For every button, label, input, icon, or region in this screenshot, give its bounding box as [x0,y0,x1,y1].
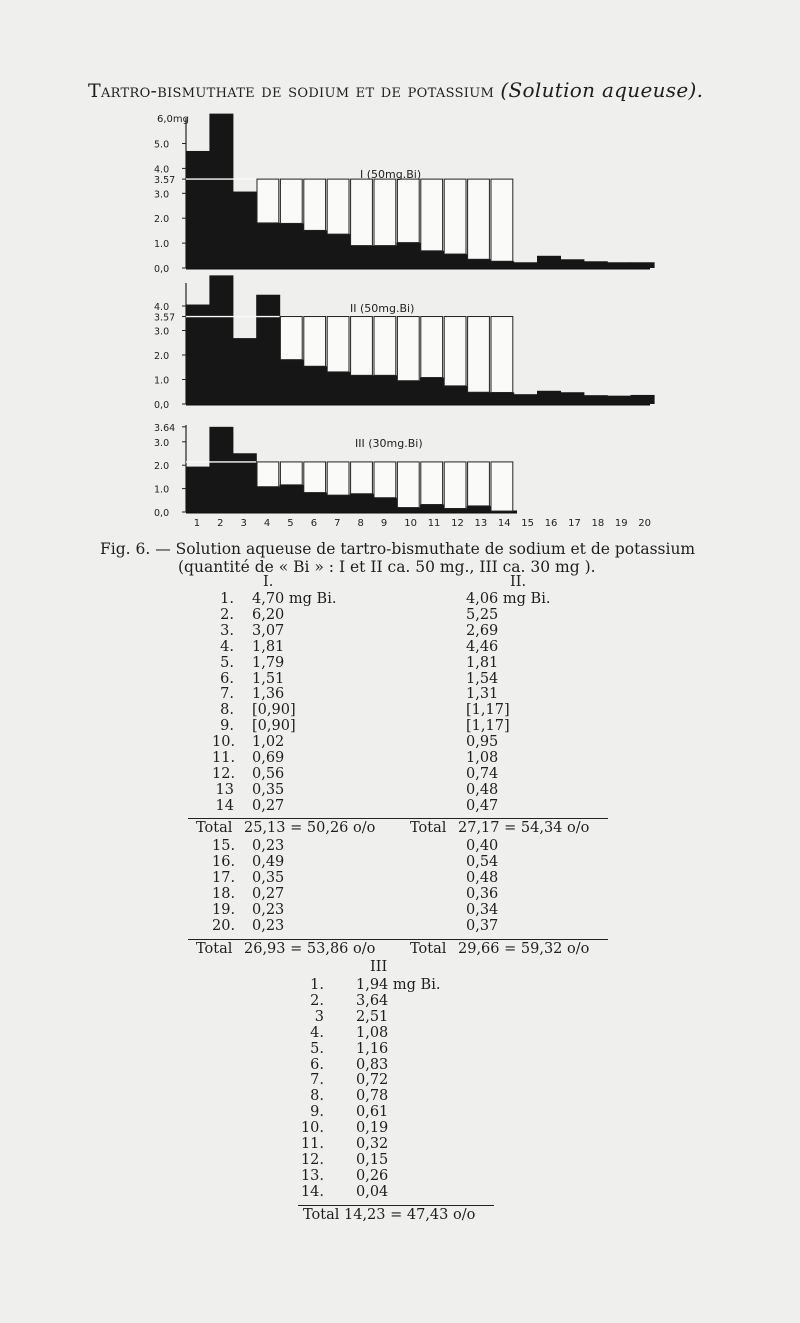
x-tick-label: 3 [240,518,247,529]
value-I: 4,70 mg Bi. [252,591,337,607]
panel-II-bar-15 [514,394,538,404]
panel-I-bar-3 [233,192,257,268]
value-III: 0,61 [356,1104,389,1121]
panel-III-title: III (30mg.Bi) [355,437,423,450]
row-number: 2. [310,992,324,1009]
value-II: [1,17] [466,702,510,719]
value-I: 0,23 [252,838,285,854]
x-tick-label: 5 [287,518,294,529]
row-number: 6. [220,670,234,687]
row-number: 1. [220,591,234,607]
row-number: 14. [300,1183,324,1200]
value-II: 1,81 [466,654,499,671]
panel-III-reference-cell-12 [444,462,466,509]
panel-I-reference-cell-12 [444,179,466,254]
panel-II-bar-1 [186,305,210,404]
panel-III-y-tick-label: 3.64 [154,422,176,434]
row-number: 13. [300,1167,324,1184]
row-number: 1. [310,977,324,993]
row-number: 14 [215,797,234,814]
panel-II-bar-19 [607,396,631,404]
panel-I-reference-cell-5 [280,179,302,223]
panel-I-bar-18 [584,261,608,268]
x-tick-label: 10 [404,518,418,529]
row-number: 10. [212,734,236,751]
value-II: 1,08 [466,750,499,766]
panel-II-reference-cell-7 [327,317,349,372]
panel-II-reference-cell-11 [421,317,443,378]
total-III: Total 14,23 = 47,43 o/o [303,1207,476,1223]
panel-III-reference-cell-6 [304,462,326,493]
x-tick-label: 1 [193,518,201,529]
value-I: 0,35 [252,869,285,886]
row-number: 5. [310,1040,324,1057]
panel-II-y-tick-label: 2.0 [154,351,170,362]
value-III: 0,32 [356,1136,389,1152]
panel-III-reference-cell-14 [491,462,513,511]
row-number: 13 [215,781,234,798]
panel-III-reference-cell-11 [421,462,443,505]
value-III: 2,51 [356,1008,389,1025]
value-I: 3,07 [252,622,285,639]
panel-III-reference-cell-13 [468,462,490,506]
panel-II-bar-11 [420,378,444,404]
value-III: 1,16 [356,1040,389,1057]
value-II: 2,69 [466,622,499,639]
panel-I-y-unit-label: 6,0mg [157,114,189,125]
value-II: 0,34 [466,901,499,918]
panel-II-bar-8 [350,375,374,404]
panel-III-reference-cell-10 [397,462,419,508]
panel-II-bar-12 [443,386,467,404]
panel-I-reference-cell-14 [491,179,513,261]
panel-I-y-tick-label: 4.0 [154,164,170,176]
panel-II-bar-17 [560,392,584,404]
panel-I-reference-cell-13 [468,179,490,259]
panel-II-y-tick-label: 1.0 [154,375,170,387]
panel-I-reference-cell-11 [421,179,443,251]
value-II: 1,31 [466,686,499,703]
value-II: 0,36 [466,885,499,902]
value-I: [0,90] [252,702,296,719]
row-number: 6. [310,1056,324,1073]
value-II: 0,48 [466,869,499,886]
panel-II-reference-cell-8 [351,317,373,376]
panel-I-bar-20 [631,262,655,268]
x-tick-label: 13 [474,518,488,529]
caption-line-1: Fig. 6. — Solution aqueuse de tartro-bismuthate de sodium et de potassium [100,540,696,558]
row-number: 9. [220,718,234,735]
value-I: 0,27 [252,797,285,814]
value-I: [0,90] [252,718,296,735]
panel-I-bar-9 [373,246,397,268]
value-I: 0,69 [252,750,285,766]
panel-III-y-tick-label: 2.0 [154,461,170,473]
panel-I-y-tick-label: 0,0 [154,264,170,275]
value-I: 0,49 [252,853,285,870]
panel-III-bar-9 [373,498,397,512]
panel-I-bar-15 [514,262,538,268]
value-II: 4,06 mg Bi. [466,591,551,607]
panel-III-bar-13 [467,506,491,512]
row-number: 15. [212,838,236,854]
panel-II-bar-13 [467,392,491,404]
panel-II-bar-18 [584,395,608,404]
panel-I-reference-cell-9 [374,179,396,245]
figure-caption [100,540,740,576]
x-tick-label: 16 [544,518,558,529]
value-I: 6,20 [252,606,285,623]
panel-III-bar-4 [256,487,280,512]
total-rule-1 [188,818,608,819]
panel-III-y-tick-label: 3.0 [154,437,170,449]
panel-I-y-tick-label: 1.0 [154,239,170,251]
row-number: 3. [220,622,234,639]
panel-II-bar-7 [326,372,350,404]
total-label: Total [410,941,447,957]
panel-I-y-tick-label: 5.0 [154,139,170,151]
column-head-I: I. [263,574,274,590]
value-I: 0,35 [252,781,285,798]
row-number: 8. [220,702,234,719]
value-III: 0,83 [356,1056,389,1073]
panel-III-reference-cell-8 [351,462,373,494]
panel-I-reference-cell-7 [327,179,349,234]
panel-III-y-tick-label: 1.0 [154,484,170,496]
value-II: 0,95 [466,734,499,751]
row-number: 18. [212,885,236,902]
x-tick-label: 12 [451,518,464,529]
value-I: 1,36 [252,686,285,703]
column-head-III: III [370,959,388,975]
panel-I-bar-16 [537,256,561,268]
x-tick-label: 9 [380,518,388,529]
panel-I-reference-cell-10 [397,179,419,242]
value-I: 1,81 [252,638,285,655]
value-II: 1,54 [466,670,499,687]
row-number: 4. [310,1024,324,1041]
panel-I-reference-cell-8 [351,179,373,245]
panel-II-bar-2 [209,275,233,404]
value-II: 0,74 [466,765,499,782]
panel-I-bar-11 [420,251,444,268]
panel-III-y-tick-label: 0,0 [154,508,170,519]
bar-chart-figure [0,0,800,540]
value-III: 0,72 [356,1072,389,1089]
panel-II-y-tick-label: 4.0 [154,302,170,313]
panel-II-bar-10 [397,381,421,404]
row-number: 9. [310,1104,324,1121]
panel-III-bar-10 [397,508,421,512]
panel-III-bar-7 [326,495,350,512]
panel-II-reference-cell-13 [468,317,490,393]
panel-I-y-tick-label: 3.57 [154,175,176,187]
panel-I-y-tick-label: 2.0 [154,214,170,226]
total-rule-2 [188,939,608,940]
panel-I-bar-12 [443,254,467,268]
panel-II-y-tick-label: 3.0 [154,326,170,338]
value-I: 0,56 [252,765,285,782]
x-tick-label: 2 [217,518,224,529]
panel-III-bar-11 [420,505,444,512]
total-I-2: 26,93 = 53,86 o/o [244,941,376,957]
row-number: 5. [220,654,234,671]
row-number: 12. [212,765,236,782]
panel-I-bar-19 [607,262,631,268]
total-II-2: 29,66 = 59,32 o/o [458,941,590,957]
panel-II-bar-9 [373,375,397,404]
x-tick-label: 8 [357,518,364,529]
panel-I-bar-7 [326,234,350,268]
panel-II-reference-cell-14 [491,317,513,393]
row-number: 17. [212,869,236,886]
panel-III-bar-6 [303,493,327,512]
total-label: Total [410,820,447,836]
total-I-1: 25,13 = 50,26 o/o [244,820,376,836]
panel-II-bar-16 [537,391,561,404]
value-II: 0,54 [466,853,499,870]
x-tick-label: 15 [521,518,535,529]
x-tick-label: 14 [497,518,511,529]
panel-II-reference-cell-12 [444,317,466,386]
value-I: 1,51 [252,670,285,687]
x-tick-label: 18 [591,518,605,529]
row-number: 11. [212,750,236,766]
value-III: 0,04 [356,1183,389,1200]
value-II: [1,17] [466,718,510,735]
value-I: 0,23 [252,917,285,934]
panel-II-reference-cell-6 [304,317,326,367]
row-number: 12. [300,1151,324,1168]
x-tick-label: 20 [638,518,652,529]
panel-I-bar-6 [303,230,327,268]
panel-II-bar-4 [256,295,280,404]
panel-II-bar-3 [233,338,257,404]
value-II: 0,48 [466,781,499,798]
total-II-1: 27,17 = 54,34 o/o [458,820,590,836]
value-II: 5,25 [466,606,499,623]
row-number: 19. [212,901,236,918]
panel-III-bar-12 [443,508,467,512]
value-I: 1,79 [252,654,285,671]
panel-I-reference-cell-6 [304,179,326,230]
panel-II-reference-cell-9 [374,317,396,376]
panel-II-reference-cell-10 [397,317,419,381]
value-III: 0,15 [356,1151,389,1168]
panel-III-reference-cell-5 [280,462,302,485]
value-II: 0,37 [466,917,499,934]
value-I: 0,27 [252,885,285,902]
x-tick-label: 7 [334,518,341,529]
total-rule-3 [298,1205,494,1206]
panel-I-bar-10 [397,243,421,268]
panel-III-reference-cell-4 [257,462,279,487]
panel-II-bar-20 [631,395,655,404]
caption-line-2: (quantité de « Bi » : I et II ca. 50 mg., III ca. 30 mg ). [178,558,596,576]
value-III: 0,26 [356,1167,389,1184]
panel-III-reference-cell-9 [374,462,396,498]
value-II: 0,47 [466,797,499,814]
x-tick-label: 11 [427,518,441,529]
panel-II-y-tick-label: 3.57 [154,312,176,324]
panel-III-bar-5 [280,485,304,512]
panel-I-title: I (50mg.Bi) [360,168,422,181]
page-title-italic: (Solution aqueuse). [500,78,704,102]
column-head-II: II. [510,574,527,590]
row-number: 2. [220,606,234,623]
x-tick-label: 6 [310,518,318,529]
row-number: 10. [300,1120,324,1137]
x-tick-label: 19 [614,518,628,529]
value-III: 0,19 [356,1120,389,1137]
panel-I-bar-2 [209,114,233,268]
total-label: Total [196,820,233,836]
value-III: 3,64 [356,992,389,1009]
total-label: Total [196,941,233,957]
panel-I-reference-cell-4 [257,179,279,223]
panel-I-y-tick-label: 3.0 [154,189,170,201]
panel-II-title: II (50mg.Bi) [350,302,415,315]
panel-I-bar-13 [467,259,491,268]
panel-II-bar-6 [303,366,327,404]
panel-III-bar-8 [350,494,374,512]
panel-II-bar-5 [280,360,304,404]
value-III: 1,08 [356,1024,389,1041]
row-number: 11. [300,1136,324,1152]
panel-I-bar-8 [350,246,374,268]
panel-I-bar-17 [560,259,584,268]
value-I: 0,23 [252,901,285,918]
value-II: 4,46 [466,638,499,655]
panel-II-bar-14 [490,392,514,404]
row-number: 7. [220,686,234,703]
panel-III-reference-cell-7 [327,462,349,495]
x-tick-label: 17 [568,518,581,529]
row-number: 20. [212,917,236,934]
panel-II-reference-cell-5 [280,317,302,360]
value-III: 1,94 mg Bi. [356,977,441,993]
panel-I-bar-1 [186,151,210,268]
x-tick-label: 4 [263,518,271,529]
panel-I-bar-14 [490,261,514,268]
row-number: 8. [310,1088,324,1105]
page-title-main: Tartro-bismuthate de sodium et de potassium [88,80,495,102]
value-II: 0,40 [466,838,499,854]
value-III: 0,78 [356,1088,389,1105]
panel-III-bar-1 [186,467,210,512]
row-number: 7. [310,1072,324,1089]
row-number: 16. [212,853,236,870]
value-I: 1,02 [252,734,285,751]
panel-II-y-tick-label: 0,0 [154,400,170,411]
panel-I-bar-4 [256,223,280,268]
panel-I-bar-5 [280,223,304,268]
row-number: 3 [314,1008,324,1025]
panel-III-bar-2 [209,427,233,512]
row-number: 4. [220,638,234,655]
